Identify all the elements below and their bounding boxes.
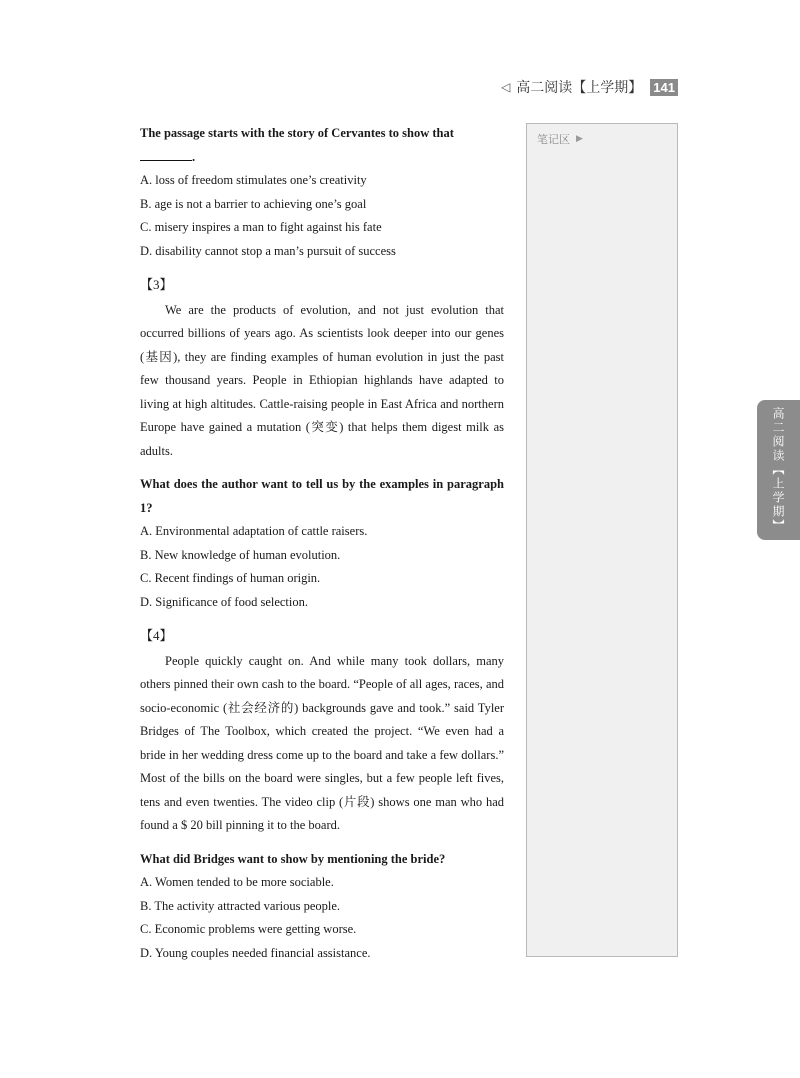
section-label-4: 【4】 [140, 628, 173, 643]
option: A. Women tended to be more sociable. [140, 875, 334, 889]
option: D. Significance of food selection. [140, 594, 309, 609]
side-tab-label: 高二阅读【上学期】 [771, 407, 785, 533]
option: A. loss of freedom stimulates one’s creativity [140, 173, 367, 187]
question-evolution: What does the author want to tell us by the examples in paragraph 1? [140, 477, 504, 515]
answer-blank [140, 147, 192, 161]
notes-header [527, 124, 677, 154]
question-cervantes: The passage starts with the story of Cervantes to show that . [140, 126, 454, 164]
triangle-right-icon: ▶ [576, 134, 583, 144]
notes-label: 笔记区 [537, 133, 570, 146]
options-q1 [140, 169, 504, 263]
header-title: 高二阅读【上学期】 [516, 80, 643, 96]
question-bride: What did Bridges want to show by mentioning the bride? [140, 851, 446, 866]
section-label-3: 【3】 [140, 277, 173, 292]
option: D. Young couples needed financial assistance. [140, 945, 371, 960]
options-q3 [140, 520, 504, 614]
option: C. Recent findings of human origin. [140, 571, 321, 585]
triangle-left-icon: ◁ [501, 80, 511, 94]
paragraph-board: People quickly caught on. And while many took dollars, many others pinned their own cash to the board. “People of all ages, races, and socio-economic (社会经济的) backgrounds gave and took.” said Tyler Bridges of The Toolbox, which created the project. “We even had a bride in her wedding dress come up to the board and take a few dollars.” Most of the bills on the board were singles, but a few people left fives, tens and even twenties. The video clip (片段) shows one man who had found a $ 20 bill pinning it to the board. [140, 653, 504, 832]
side-tab [757, 400, 800, 540]
page-number: 141 [650, 79, 678, 96]
option: B. New knowledge of human evolution. [140, 547, 341, 562]
option: A. Environmental adaptation of cattle raisers. [140, 524, 368, 538]
notes-area [526, 123, 678, 957]
page-header [501, 77, 678, 97]
option: B. The activity attracted various people. [140, 898, 341, 913]
option: C. misery inspires a man to fight against his fate [140, 220, 382, 234]
main-content [140, 122, 504, 965]
option: D. disability cannot stop a man’s pursuit of success [140, 243, 396, 258]
options-q4 [140, 871, 504, 965]
option: C. Economic problems were getting worse. [140, 922, 357, 936]
option: B. age is not a barrier to achieving one’s goal [140, 196, 367, 211]
paragraph-evolution: We are the products of evolution, and not just evolution that occurred billions of years ago. As scientists look deeper into our genes (基因), they are finding examples of human evolution in just the past few thousand years. People in Ethiopian highlands have adapted to living at high altitudes. Cattle-raising people in East Africa and northern Europe have gained a mutation (突变) that helps them digest milk as adults. [140, 302, 504, 458]
